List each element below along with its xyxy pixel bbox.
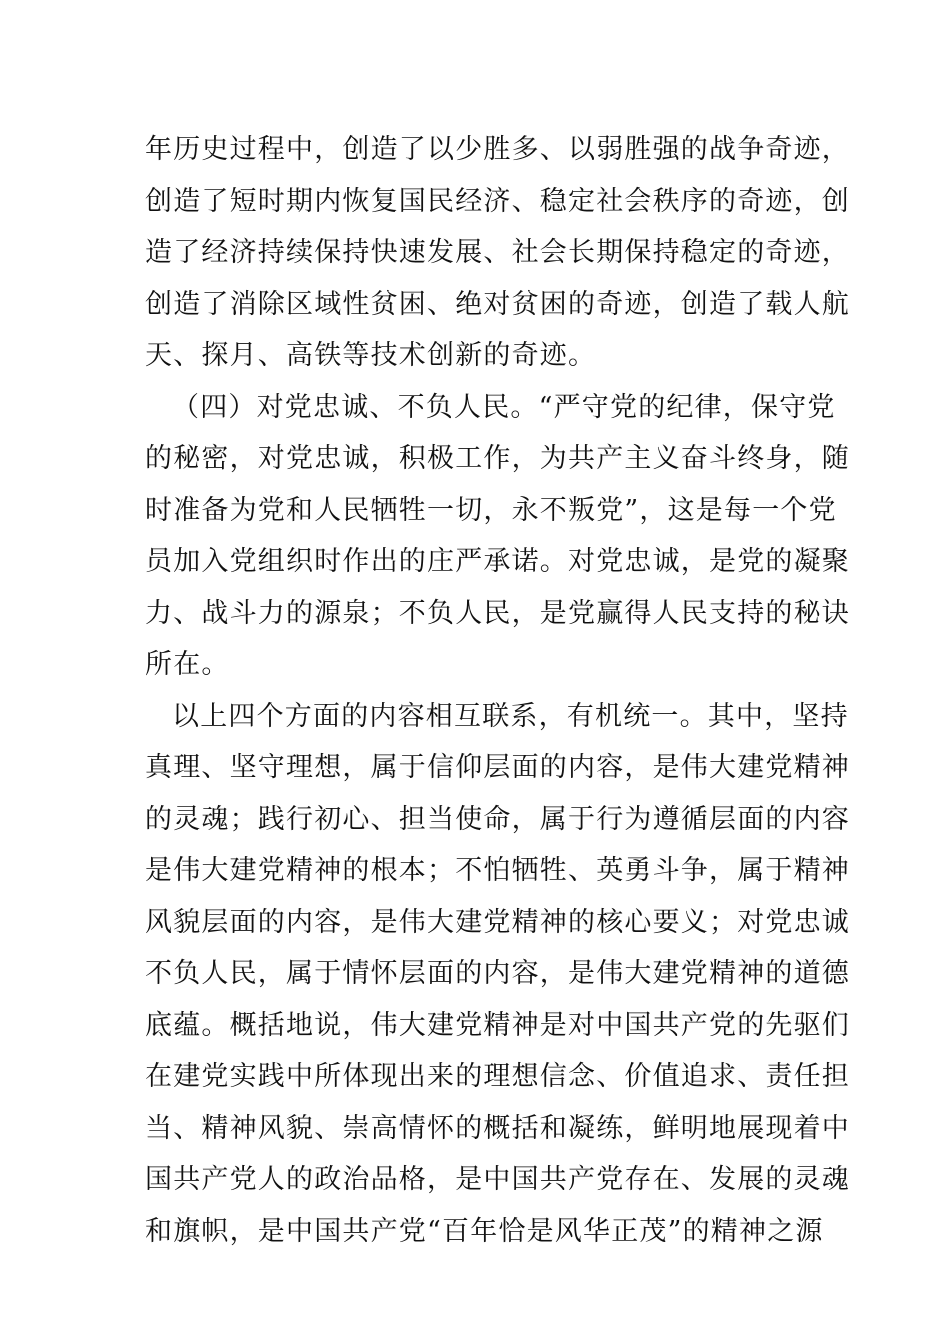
text-line: 不负人民，属于情怀层面的内容，是伟大建党精神的道德 <box>145 958 850 989</box>
text-line: 和旗帜，是中国共产党“百年恰是风华正茂”的精神之源 <box>145 1215 824 1247</box>
text-line: 天、探月、高铁等技术创新的奇迹。 <box>145 340 597 371</box>
text-line: 国共产党人的政治品格，是中国共产党存在、发展的灵魂 <box>145 1164 850 1195</box>
text-line: 时准备为党和人民牺牲一切，永不叛党”，这是每一个党 <box>145 494 837 526</box>
section-four-heading-line: （四）对党忠诚、不负人民。“严守党的纪律，保守党 <box>172 391 836 423</box>
text-line: 员加入党组织时作出的庄严承诺。对党忠诚，是党的凝聚 <box>145 546 850 577</box>
text-line: 当、精神风貌、崇高情怀的概括和凝练，鲜明地展现着中 <box>145 1112 850 1144</box>
text-line: 创造了短时期内恢复国民经济、稳定社会秩序的奇迹，创 <box>145 185 850 217</box>
text-line: 年历史过程中，创造了以少胜多、以弱胜强的战争奇迹， <box>145 134 850 165</box>
text-line: 风貌层面的内容，是伟大建党精神的核心要义；对党忠诚 <box>145 906 850 938</box>
text-line: 底蕴。概括地说，伟大建党精神是对中国共产党的先驱们 <box>145 1009 850 1041</box>
summary-paragraph-first-line: 以上四个方面的内容相互联系，有机统一。其中，坚持 <box>172 700 849 732</box>
document-body <box>145 124 850 1257</box>
text-line: 创造了消除区域性贫困、绝对贫困的奇迹，创造了载人航 <box>145 288 850 320</box>
text-line: 造了经济持续保持快速发展、社会长期保持稳定的奇迹， <box>145 237 850 268</box>
text-line: 的灵魂；践行初心、担当使命，属于行为遵循层面的内容 <box>145 803 850 835</box>
text-line: 的秘密，对党忠诚，积极工作，为共产主义奋斗终身，随 <box>145 443 850 474</box>
text-line: 力、战斗力的源泉；不负人民，是党赢得人民支持的秘诀 <box>145 597 850 629</box>
text-line: 真理、坚守理想，属于信仰层面的内容，是伟大建党精神 <box>145 752 850 783</box>
text-line: 是伟大建党精神的根本；不怕牺牲、英勇斗争，属于精神 <box>145 855 850 886</box>
text-line: 所在。 <box>145 649 230 680</box>
text-line: 在建党实践中所体现出来的理想信念、价值追求、责任担 <box>145 1061 850 1092</box>
